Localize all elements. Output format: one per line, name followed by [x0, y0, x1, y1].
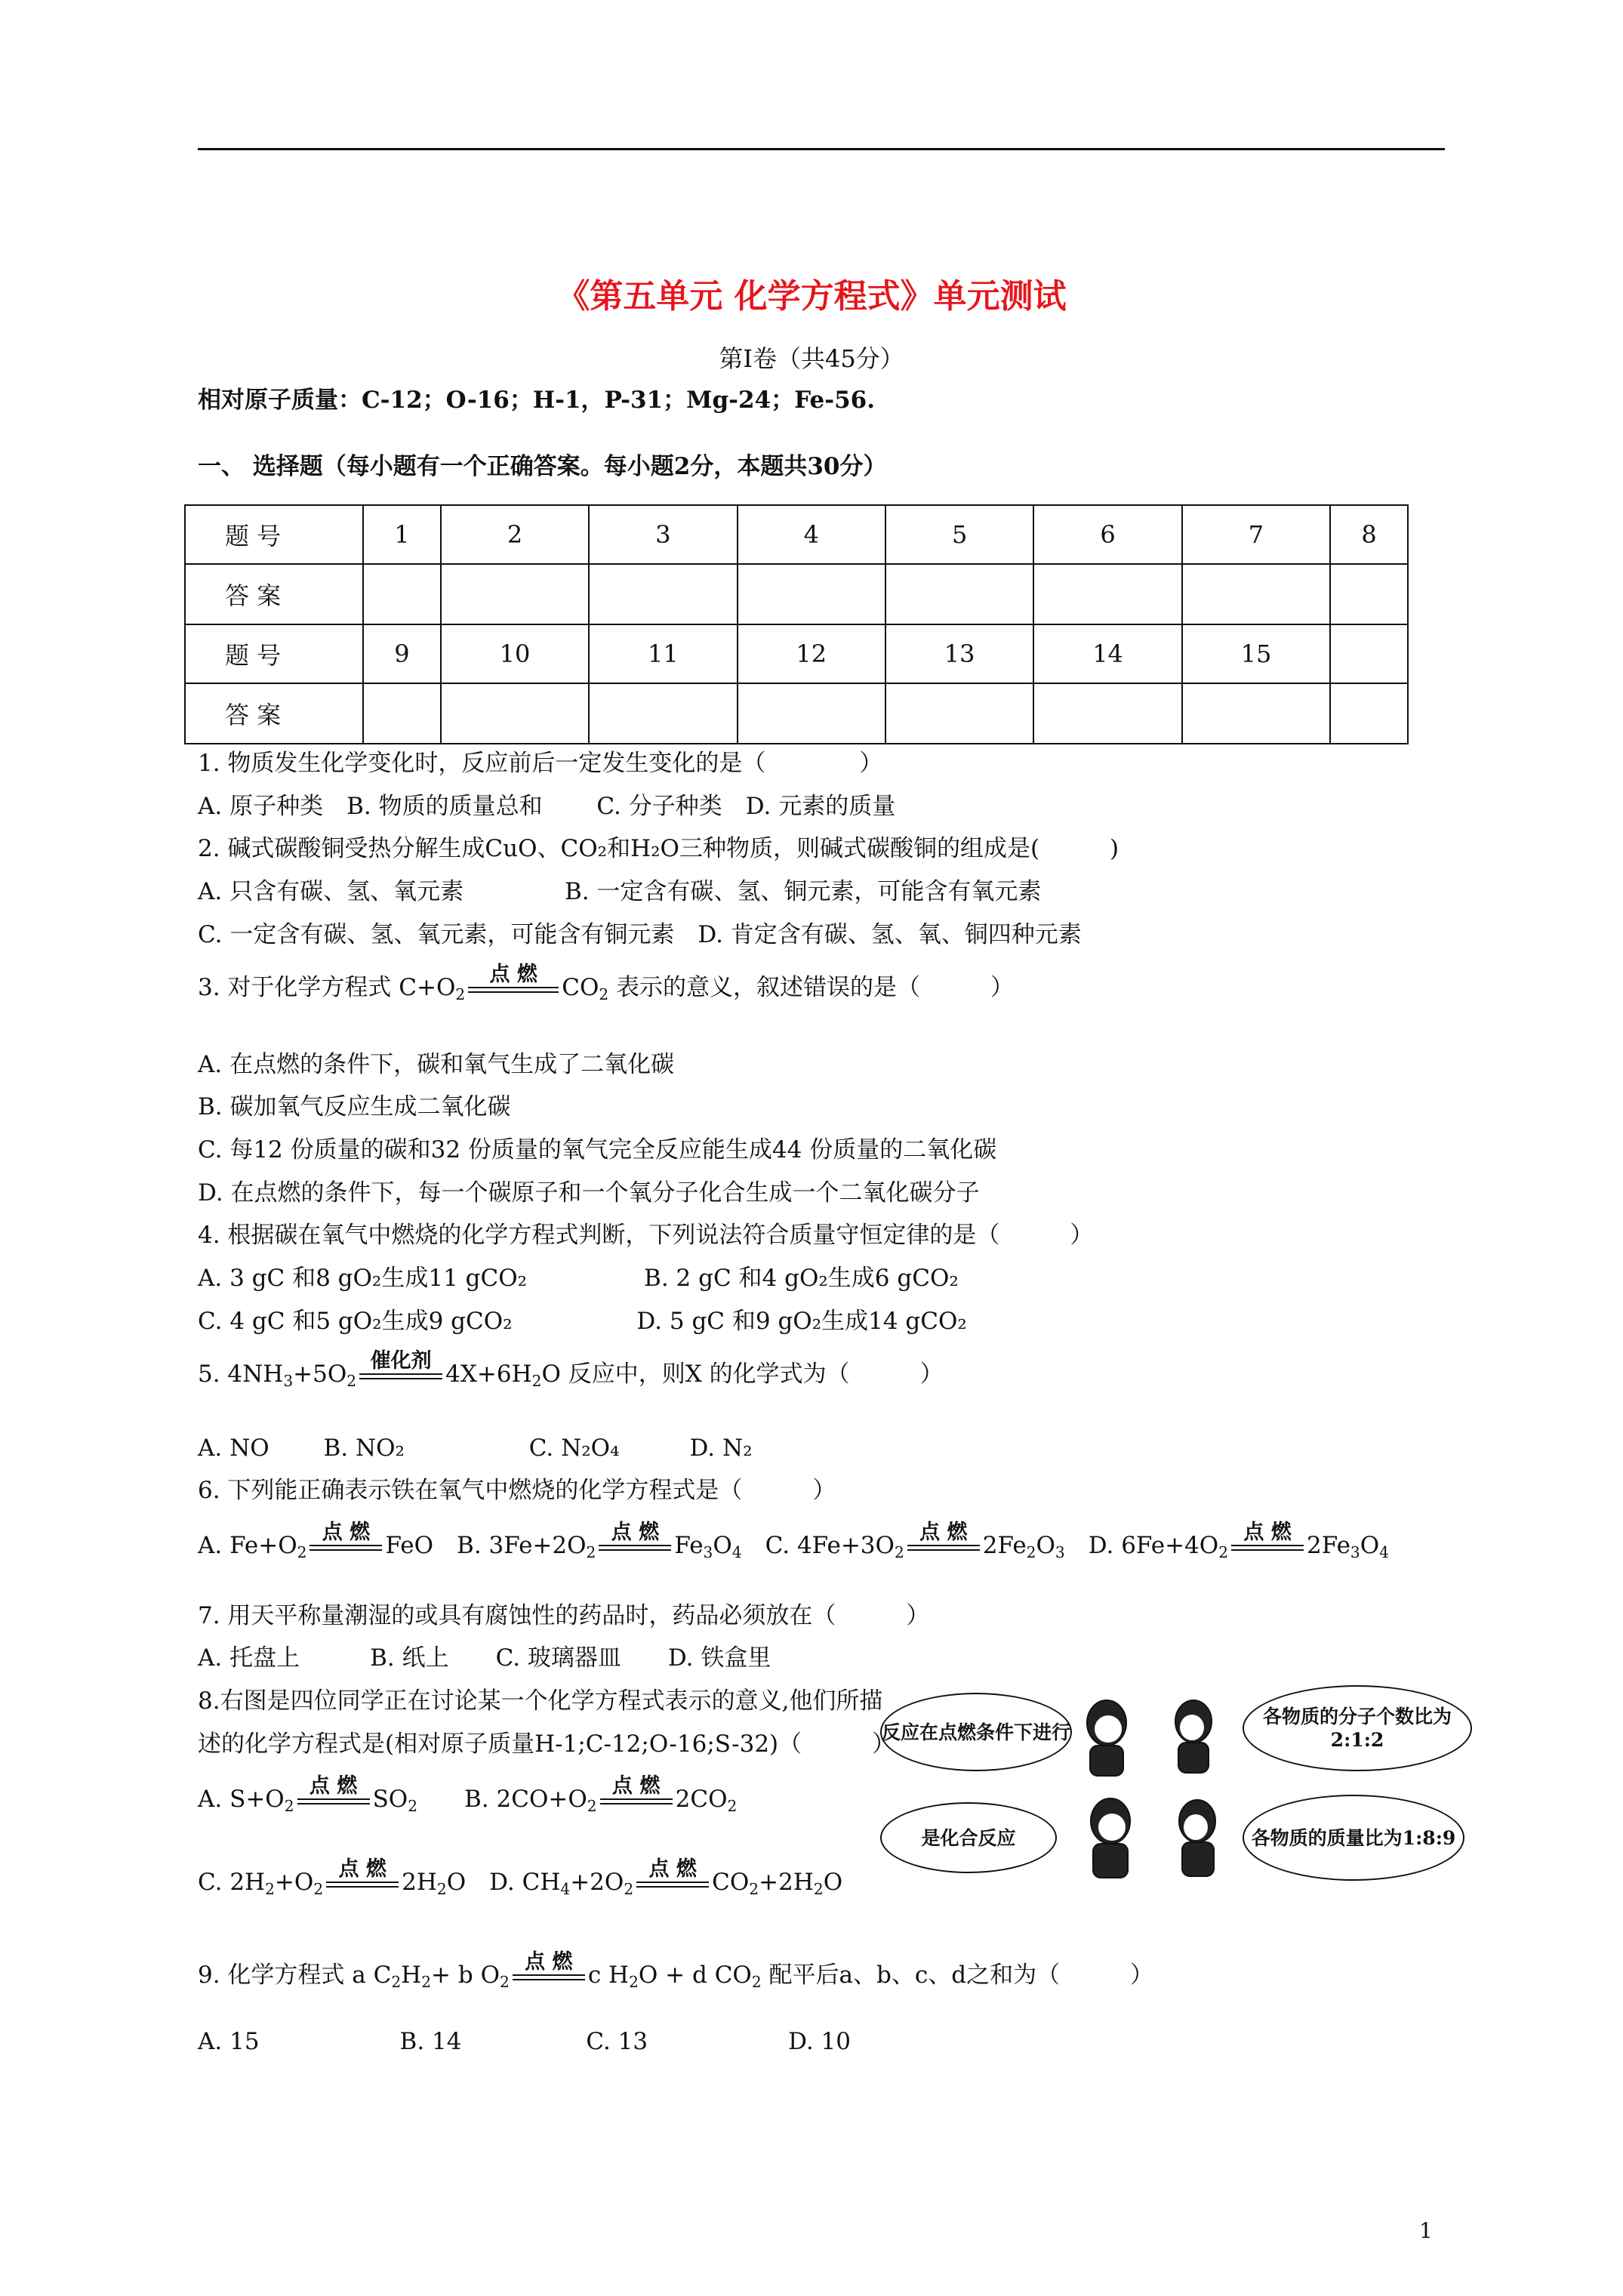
table-cell: 14	[1033, 624, 1181, 683]
answer-cell[interactable]	[1330, 564, 1408, 624]
table-cell: 3	[589, 505, 737, 564]
question-4-options-cd: C. 4 gC 和5 gO₂生成9 gCO₂ D. 5 gC 和9 gO₂生成14 gCO₂	[198, 1308, 967, 1335]
students-illustration	[1069, 1685, 1250, 1889]
section-heading: 一、 选择题（每小题有一个正确答案。每小题2分，本题共30分）	[198, 453, 887, 480]
table-cell: 2	[441, 505, 589, 564]
question-2: 2. 碱式碳酸铜受热分解生成CuO、CO₂和H₂O三种物质，则碱式碳酸铜的组成是( )	[198, 835, 1119, 862]
table-cell: 12	[738, 624, 885, 683]
table-row-label: 答 案	[185, 564, 363, 624]
table-cell: 13	[885, 624, 1033, 683]
table-row	[185, 564, 1408, 624]
question-3-option-a: A. 在点燃的条件下，碳和氧气生成了二氧化碳	[198, 1051, 675, 1078]
question-5: 5. $4NH_3+5O_2$ 催化剂 $4X+6H_2O$ 反应中，则X 的化学式为（ ）	[198, 1349, 944, 1390]
answer-cell[interactable]	[885, 683, 1033, 744]
page-number: 1	[1419, 2218, 1433, 2243]
question-1-options: A. 原子种类 B. 物质的质量总和 C. 分子种类 D. 元素的质量	[198, 793, 896, 820]
table-cell: 6	[1033, 505, 1181, 564]
table-row	[185, 624, 1408, 683]
answer-cell[interactable]	[738, 683, 885, 744]
speech-bubble: 是化合反应	[880, 1802, 1057, 1873]
answer-cell[interactable]	[1033, 564, 1181, 624]
table-cell: 4	[738, 505, 885, 564]
question-7: 7. 用天平称量潮湿的或具有腐蚀性的药品时，药品必须放在（ ）	[198, 1602, 930, 1629]
table-cell: 11	[589, 624, 737, 683]
answer-cell[interactable]	[589, 564, 737, 624]
table-cell: 5	[885, 505, 1033, 564]
atomic-mass-note: 相对原子质量：C-12；O-16；H-1，P-31；Mg-24；Fe-56.	[198, 387, 876, 414]
question-6-options: A. $Fe+O_2$ 点 燃 FeO B. $3Fe+2O_2$ 点 燃 $Fe_3O_4$ C. $4Fe+3O_2$ 点 燃 $2Fe_2O_3$ D. $6Fe+4O_2$ 点 燃 $2Fe_3O_4$	[198, 1521, 1389, 1561]
reaction-condition: 催化剂	[359, 1349, 442, 1390]
speech-bubble: 反应在点燃条件下进行	[880, 1693, 1072, 1771]
answer-cell[interactable]	[885, 564, 1033, 624]
table-cell	[1330, 624, 1408, 683]
question-3-option-b: B. 碳加氧气反应生成二氧化碳	[198, 1093, 511, 1120]
speech-bubble: 各物质的质量比为1:8:9	[1243, 1795, 1464, 1881]
answer-cell[interactable]	[1330, 683, 1408, 744]
question-3-option-d: D. 在点燃的条件下，每一个碳原子和一个氧分子化合生成一个二氧化碳分子	[198, 1179, 980, 1207]
question-7-options: A. 托盘上 B. 纸上 C. 玻璃器皿 D. 铁盒里	[198, 1644, 771, 1672]
answer-cell[interactable]	[589, 683, 737, 744]
answer-cell[interactable]	[441, 683, 589, 744]
table-cell: 8	[1330, 505, 1408, 564]
table-row-label: 题 号	[185, 505, 363, 564]
answer-cell[interactable]	[441, 564, 589, 624]
answer-cell[interactable]	[1182, 564, 1330, 624]
answer-cell[interactable]	[1033, 683, 1181, 744]
answer-cell[interactable]	[363, 683, 441, 744]
question-5-options: A. NO B. NO₂ C. N₂O₄ D. N₂	[198, 1435, 753, 1462]
question-8-options-ab: A. $S+O_2$ 点 燃 $SO_2$ B. $2CO+O_2$ 点 燃 $2CO_2$	[198, 1774, 738, 1815]
table-cell: 15	[1182, 624, 1330, 683]
document-title: 《第五单元 化学方程式》单元测试	[556, 277, 1067, 316]
table-cell: 7	[1182, 505, 1330, 564]
table-row-label: 题 号	[185, 624, 363, 683]
question-2-options-ab: A. 只含有碳、氢、氧元素 B. 一定含有碳、氢、铜元素，可能含有氧元素	[198, 878, 1042, 905]
question-8-line-1: 8.右图是四位同学正在讨论某一个化学方程式表示的意义,他们所描	[198, 1687, 883, 1715]
answer-cell[interactable]	[738, 564, 885, 624]
question-6: 6. 下列能正确表示铁在氧气中燃烧的化学方程式是（ ）	[198, 1477, 836, 1504]
question-4-options-ab: A. 3 gC 和8 gO₂生成11 gCO₂ B. 2 gC 和4 gO₂生成6 gCO₂	[198, 1265, 959, 1292]
table-row	[185, 505, 1408, 564]
question-8-line-2: 述的化学方程式是(相对原子质量H-1;C-12;O-16;S-32)（ ）	[198, 1730, 896, 1758]
question-9-options: A. 15 B. 14 C. 13 D. 10	[198, 2028, 852, 2055]
table-cell: 10	[441, 624, 589, 683]
speech-bubble: 各物质的分子个数比为2:1:2	[1243, 1685, 1472, 1771]
table-cell: 9	[363, 624, 441, 683]
question-1: 1. 物质发生化学变化时，反应前后一定发生变化的是（ ）	[198, 750, 883, 777]
answer-table	[184, 504, 1409, 744]
table-row	[185, 683, 1408, 744]
reaction-condition: 点 燃	[468, 963, 559, 1003]
question-2-options-cd: C. 一定含有碳、氢、氧元素，可能含有铜元素 D. 肯定含有碳、氢、氧、铜四种元素	[198, 921, 1082, 948]
header-rule	[198, 148, 1445, 150]
question-4: 4. 根据碳在氧气中燃烧的化学方程式判断，下列说法符合质量守恒定律的是（ ）	[198, 1222, 1094, 1249]
answer-cell[interactable]	[1182, 683, 1330, 744]
question-3: 3. 对于化学方程式 $C+O_2$ 点 燃 $CO_2$ 表示的意义，叙述错误的是（ ）	[198, 963, 1015, 1003]
table-row-label: 答 案	[185, 683, 363, 744]
question-8-options-cd: C. $2H_2+O_2$ 点 燃 $2H_2O$ D. $CH_4+2O_2$ 点 燃 $CO_2+2H_2O$	[198, 1857, 843, 1898]
question-9: 9. 化学方程式 a $C_2H_2+ b$ $O_2$ 点 燃 c $H_2O + d$ $CO_2$ 配平后a、b、c、d之和为（ ）	[198, 1950, 1154, 1991]
discussion-figure	[880, 1685, 1484, 1889]
answer-cell[interactable]	[363, 564, 441, 624]
question-3-option-c: C. 每12 份质量的碳和32 份质量的氧气完全反应能生成44 份质量的二氧化碳	[198, 1136, 997, 1163]
volume-subtitle: 第Ⅰ卷（共45分）	[719, 344, 904, 373]
table-cell: 1	[363, 505, 441, 564]
